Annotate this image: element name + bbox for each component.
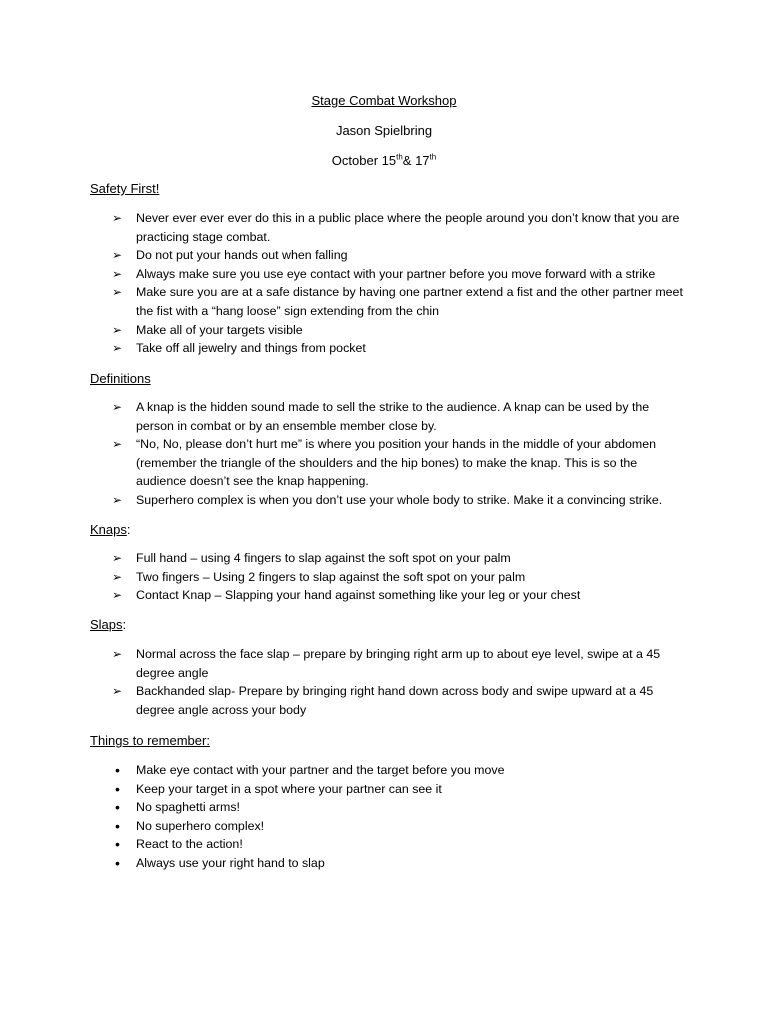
list-item-text: Never ever ever ever do this in a public place where the people around you don’t know that you are practicing stage combat. — [136, 211, 680, 244]
knaps-list — [0, 549, 768, 605]
list-item-text: Make sure you are at a safe distance by having one partner extend a fist and the other partner meet the fist with a “hang loose” sign extending from the chin — [136, 285, 683, 318]
safety-heading-text: Safety First! — [90, 181, 160, 196]
list-item — [0, 854, 768, 873]
list-item-text: React to the action! — [136, 837, 243, 852]
list-item-text: Superhero complex is when you don’t use your whole body to strike. Make it a convincing strike. — [136, 492, 663, 507]
safety-list — [0, 209, 768, 358]
arrow-bullet-icon: ➢ — [112, 322, 123, 337]
list-item — [0, 761, 768, 780]
list-item — [0, 586, 768, 605]
author-name: Jason Spielbring — [335, 123, 433, 138]
list-item — [0, 645, 768, 682]
list-item-text: Make eye contact with your partner and the target before you move — [136, 763, 505, 777]
list-item-text: Two fingers – Using 2 fingers to slap against the soft spot on your palm — [136, 569, 526, 584]
arrow-bullet-icon: ➢ — [112, 492, 123, 507]
section-heading-slaps — [90, 616, 126, 634]
round-bullet-icon: • — [115, 836, 120, 853]
list-item — [0, 682, 768, 719]
arrow-bullet-icon: ➢ — [112, 437, 123, 452]
arrow-bullet-icon: ➢ — [112, 684, 123, 699]
date-second: & 17 — [402, 153, 430, 168]
arrow-bullet-icon: ➢ — [112, 400, 123, 414]
list-item-text: Do not put your hands out when falling — [136, 248, 348, 263]
list-item — [0, 568, 768, 587]
date-month: October 15 — [331, 153, 397, 168]
list-item — [0, 435, 768, 491]
arrow-bullet-icon: ➢ — [112, 341, 123, 356]
list-item — [0, 283, 768, 320]
slaps-heading-suffix: : — [122, 617, 127, 632]
list-item-text: “No, No, please don’t hurt me” is where you position your hands in the middle of your abdomen (remember the triangle of the shoulders and the hip bones) to make the knap. This is so the audience doesn’t see the knap happening. — [136, 437, 657, 489]
remember-heading-text: Things to remember: — [90, 733, 210, 748]
round-bullet-icon: • — [115, 799, 120, 816]
date-ordinal-1: th — [396, 152, 403, 162]
list-item — [0, 549, 768, 568]
round-bullet-icon: • — [115, 780, 120, 797]
date-ordinal-2: th — [429, 152, 437, 162]
arrow-bullet-icon: ➢ — [112, 551, 123, 565]
list-item-text: Always use your right hand to slap — [136, 855, 325, 870]
arrow-bullet-icon: ➢ — [112, 211, 123, 225]
list-item — [0, 321, 768, 340]
list-item-text: Keep your target in a spot where your partner can see it — [136, 781, 442, 796]
definitions-heading-text: Definitions — [90, 371, 151, 386]
workshop-date — [0, 152, 768, 170]
list-item — [0, 339, 768, 358]
arrow-bullet-icon: ➢ — [112, 266, 123, 281]
list-item — [0, 246, 768, 265]
arrow-bullet-icon: ➢ — [112, 647, 123, 661]
list-item-text: Take off all jewelry and things from pocket — [136, 341, 366, 356]
list-item-text: Backhanded slap- Prepare by bringing right hand down across body and swipe upward at a 45 degree angle across your body — [136, 684, 654, 717]
list-item-text: Make all of your targets visible — [136, 322, 303, 337]
arrow-bullet-icon: ➢ — [112, 588, 123, 603]
remember-list — [0, 761, 768, 873]
list-item — [0, 398, 768, 435]
definitions-list — [0, 398, 768, 510]
round-bullet-icon: • — [115, 817, 120, 834]
round-bullet-icon: • — [115, 762, 120, 778]
list-item-text: A knap is the hidden sound made to sell the strike to the audience. A knap can be used by the person in combat or by an ensemble member close by. — [136, 400, 650, 433]
list-item-text: Always make sure you use eye contact with your partner before you move forward with a strike — [136, 266, 656, 281]
list-item — [0, 780, 768, 799]
slaps-list — [0, 645, 768, 719]
list-item — [0, 491, 768, 510]
arrow-bullet-icon: ➢ — [112, 285, 123, 300]
list-item — [0, 265, 768, 284]
section-heading-definitions — [90, 370, 151, 388]
document-title: Stage Combat Workshop — [311, 93, 457, 108]
list-item-text: No superhero complex! — [136, 818, 265, 833]
section-heading-knaps — [90, 521, 131, 539]
list-item-text: Normal across the face slap – prepare by bringing right arm up to about eye level, swipe at a 45 degree angle — [136, 647, 661, 680]
list-item — [0, 835, 768, 854]
list-item — [0, 209, 768, 246]
knaps-heading-text: Knaps — [90, 522, 127, 537]
list-item-text: No spaghetti arms! — [136, 800, 240, 815]
slaps-heading-text: Slaps — [90, 617, 123, 632]
round-bullet-icon: • — [115, 854, 120, 871]
knaps-heading-suffix: : — [126, 522, 131, 537]
list-item-text: Contact Knap – Slapping your hand against something like your leg or your chest — [136, 588, 581, 603]
list-item — [0, 798, 768, 817]
arrow-bullet-icon: ➢ — [112, 248, 123, 263]
section-heading-safety — [90, 180, 159, 198]
arrow-bullet-icon: ➢ — [112, 569, 123, 584]
section-heading-remember — [90, 732, 210, 750]
list-item-text: Full hand – using 4 fingers to slap against the soft spot on your palm — [136, 551, 511, 565]
list-item — [0, 817, 768, 836]
